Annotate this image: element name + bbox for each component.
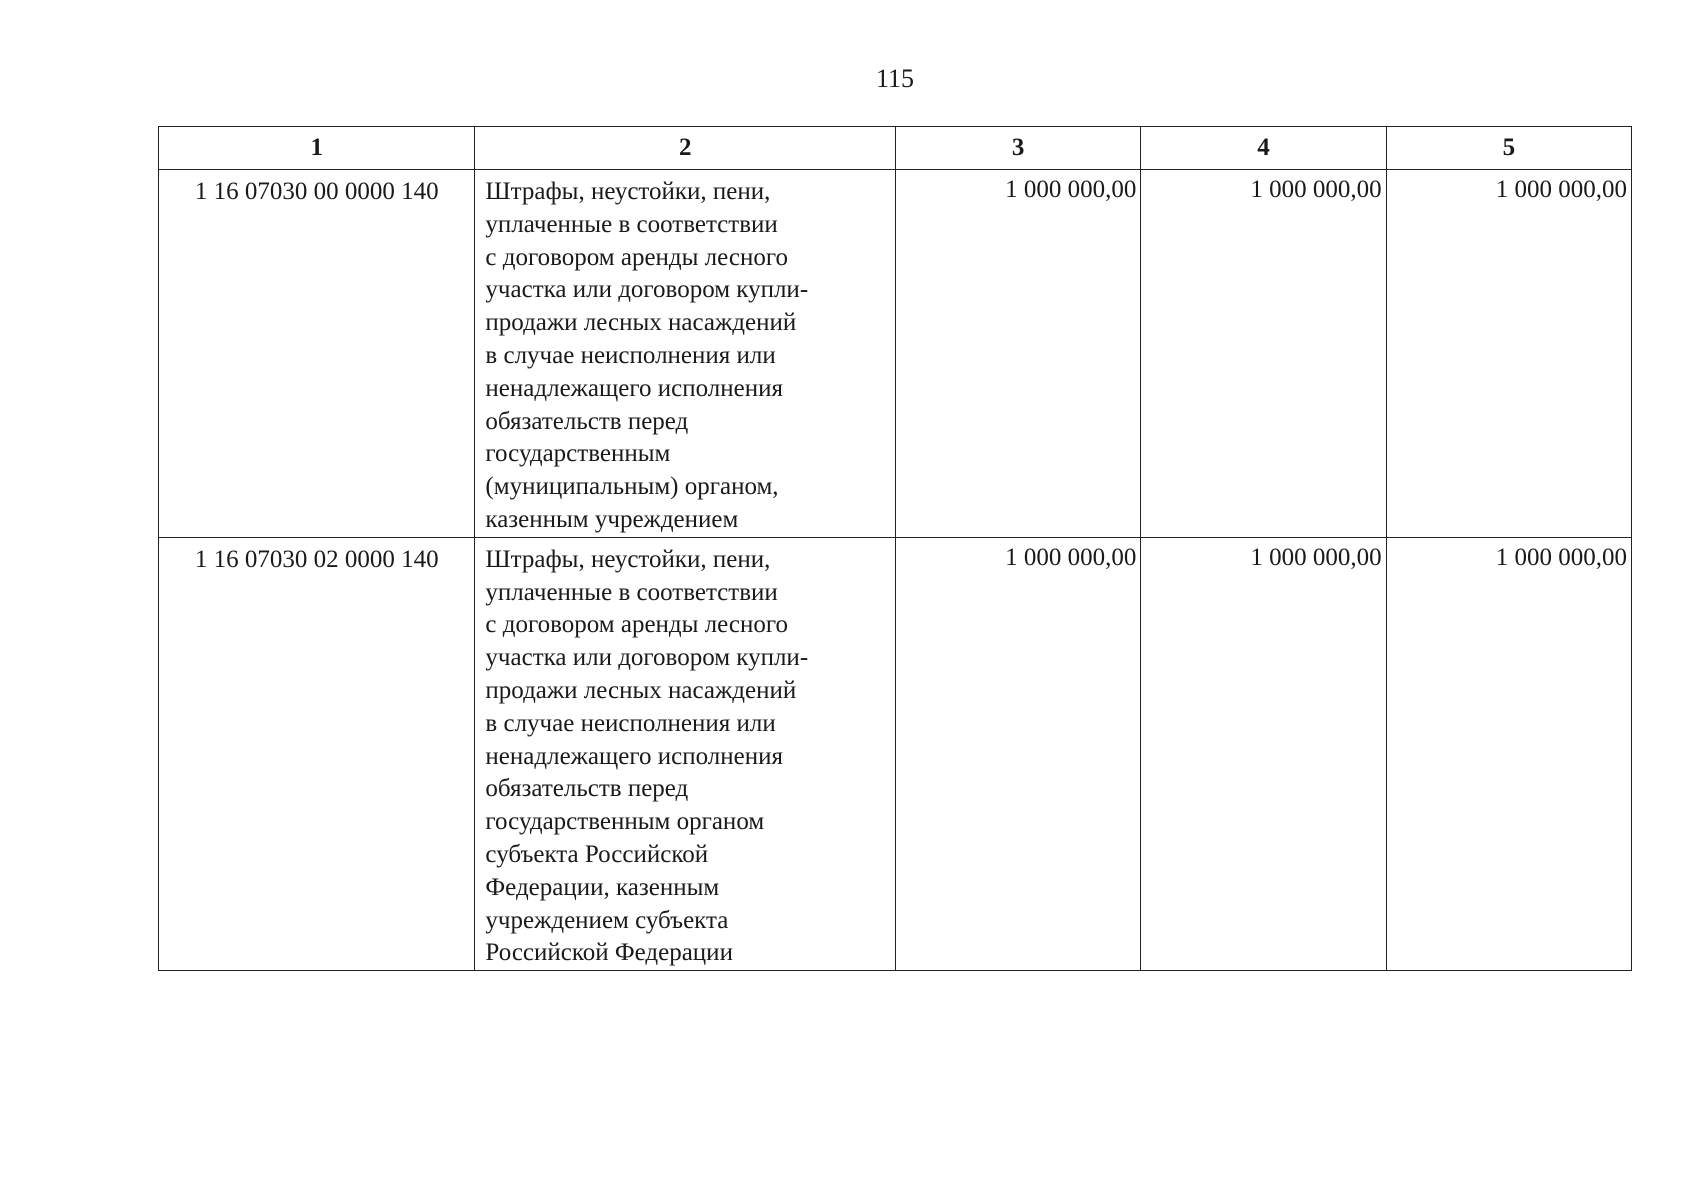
column-header-3: 3: [895, 127, 1140, 170]
table-header-row: [159, 127, 1632, 170]
revenue-name-line: в случае неисполнения или: [485, 709, 776, 737]
revenue-name-line: участка или договором купли-: [485, 276, 809, 304]
amount-column-5: 1 000 000,00: [1386, 537, 1631, 970]
revenue-name-line: Штрафы, неустойки, пени,: [485, 545, 771, 573]
revenue-name-line: уплаченные в соответствии: [485, 210, 778, 238]
amount-column-5: 1 000 000,00: [1386, 170, 1631, 538]
revenue-name-line: уплаченные в соответствии: [485, 578, 778, 606]
column-header-5: 5: [1386, 127, 1631, 170]
revenue-name-line: казенным учреждением: [485, 505, 739, 533]
column-header-1: 1: [159, 127, 475, 170]
revenue-table: [158, 126, 1632, 971]
revenue-name-line: государственным органом: [485, 808, 765, 836]
revenue-name-line: Штрафы, неустойки, пени,: [485, 178, 771, 205]
revenue-name-line: продажи лесных насаждений: [485, 309, 797, 337]
amount-column-3: 1 000 000,00: [895, 170, 1140, 538]
revenue-name-line: с договором аренды лесного: [485, 243, 788, 271]
revenue-name-line: субъекта Российской: [485, 840, 709, 868]
amount-column-4: 1 000 000,00: [1141, 170, 1386, 538]
column-header-4: 4: [1141, 127, 1386, 170]
revenue-name-line: Российской Федерации: [485, 939, 733, 967]
revenue-name-line: ненадлежащего исполнения: [485, 742, 783, 770]
revenue-name-cell: [475, 537, 896, 970]
table-row: [159, 537, 1632, 970]
revenue-name-cell: [475, 170, 896, 538]
revenue-name-line: обязательств перед: [485, 407, 689, 435]
revenue-name-line: ненадлежащего исполнения: [485, 374, 783, 402]
revenue-name-line: (муниципальным) органом,: [485, 473, 779, 501]
revenue-name-line: государственным: [485, 440, 671, 468]
revenue-name-line: с договором аренды лесного: [485, 611, 788, 639]
revenue-name-line: в случае неисполнения или: [485, 341, 776, 369]
amount-column-4: 1 000 000,00: [1141, 537, 1386, 970]
table-row: [159, 170, 1632, 538]
budget-code-cell: 1 16 07030 00 0000 140: [159, 170, 475, 538]
revenue-name-line: участка или договором купли-: [485, 644, 809, 672]
revenue-name-line: учреждением субъекта: [485, 906, 729, 934]
revenue-name-line: обязательств перед: [485, 775, 689, 803]
revenue-name-line: продажи лесных насаждений: [485, 676, 797, 704]
revenue-name-line: Федерации, казенным: [485, 873, 720, 901]
budget-code-cell: 1 16 07030 02 0000 140: [159, 537, 475, 970]
amount-column-3: 1 000 000,00: [895, 537, 1140, 970]
page-number: 115: [875, 64, 915, 93]
column-header-2: 2: [475, 127, 896, 170]
